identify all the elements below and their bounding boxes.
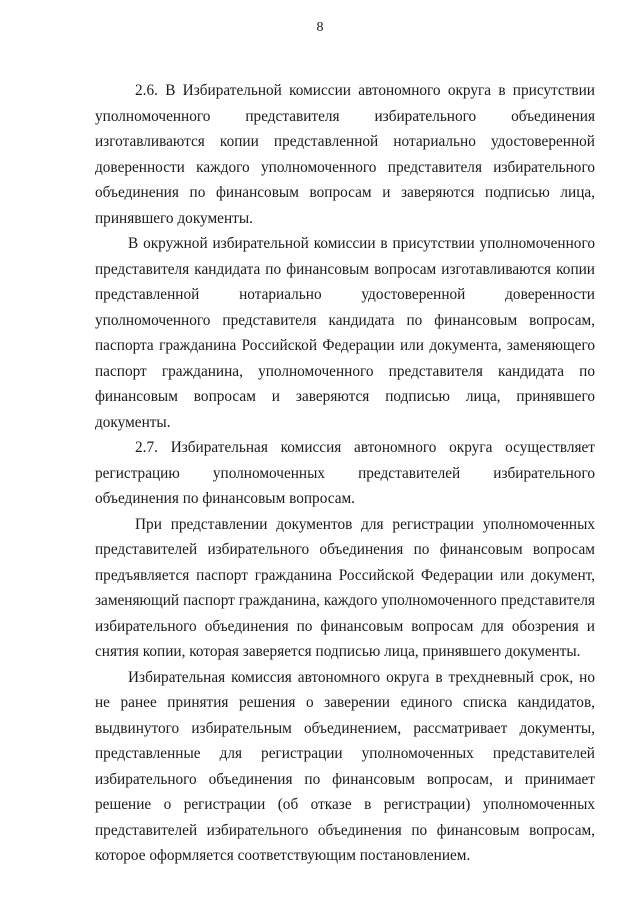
paragraph-2-7: 2.7. Избирательная комиссия автономного округа осуществляет регистрацию уполномоченных представителей избирательного объединения по финансовым вопросам. [95,439,595,507]
paragraph-registration-decision: Избирательная комиссия автономного округа в трехдневный срок, но не ранее принятия решения о заверении единого списка кандидатов, выдвинутого избирательным объединением, рассматривает документы, представленные для регистрации уполномоченных представителей избирательного объединения по финансовым вопросам, и принимает решение о регистрации (об отказе в регистрации) уполномоченных представителей избирательного объединения по финансовым вопросам, которое оформляется соответствующим постановлением. [95,668,595,864]
paragraph-2-6: 2.6. В Избирательной комиссии автономного округа в присутствии уполномоченного представителя избирательного объединения изготавливаются копии представленной нотариально удостоверенной доверенности каждого уполномоченного представителя избирательного объединения по финансовым вопросам и заверяются подписью лица, принявшего документы. [95,82,595,227]
paragraph-document-submission: При представлении документов для регистрации уполномоченных представителей избирательного объединения по финансовым вопросам предъявляется паспорт гражданина Российской Федерации или документ, заменяющий паспорт гражданина, каждого уполномоченного представителя избирательного объединения по финансовым вопросам для обозрения и снятия копии, которая заверяется подписью лица, принявшего документы. [95,515,595,660]
page-number: 8 [316,20,324,35]
document-body [95,78,595,869]
paragraph-district-commission: В окружной избирательной комиссии в присутствии уполномоченного представителя кандидата по финансовым вопросам изготавливаются копии представленной нотариально удостоверенной доверенности уполномоченного представителя кандидата по финансовым вопросам, паспорта гражданина Российской Федерации или документа, заменяющего паспорт гражданина, уполномоченного представителя кандидата по финансовым вопросам и заверяются подписью лица, принявшего документы. [95,235,595,431]
